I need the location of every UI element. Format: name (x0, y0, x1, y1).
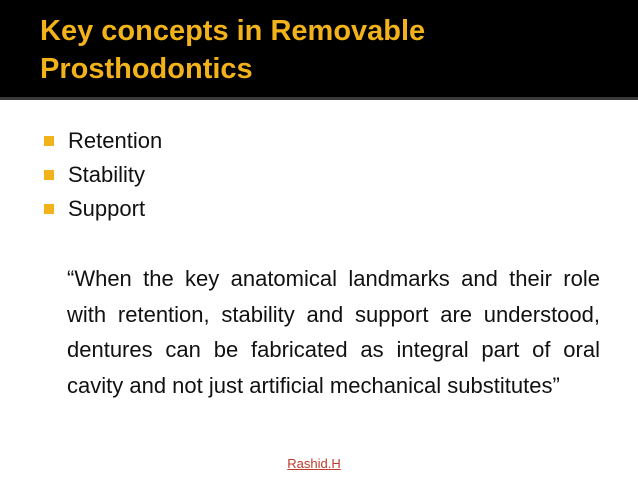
title-divider (0, 97, 638, 100)
bullet-item-stability (44, 160, 162, 194)
square-bullet-icon (44, 170, 54, 180)
bullet-item-retention (44, 126, 162, 160)
author-signature-link[interactable]: Rashid.H (287, 456, 341, 471)
slide-title: Key concepts in Removable Prosthodontics (40, 15, 426, 85)
bullet-label: Support (68, 196, 146, 221)
title-bar (0, 0, 638, 100)
bullet-list (44, 126, 162, 228)
square-bullet-icon (44, 136, 54, 146)
bullet-item-support (44, 194, 162, 228)
square-bullet-icon (44, 204, 54, 214)
bullet-label: Stability (68, 162, 146, 187)
bullet-label: Retention (68, 128, 163, 153)
quote-paragraph: “When the key anatomical landmarks and their role with retention, stability and support are understood, dentures can be fabricated as integral part of oral cavity and not just artificial mechanical substitutes” (67, 266, 600, 398)
